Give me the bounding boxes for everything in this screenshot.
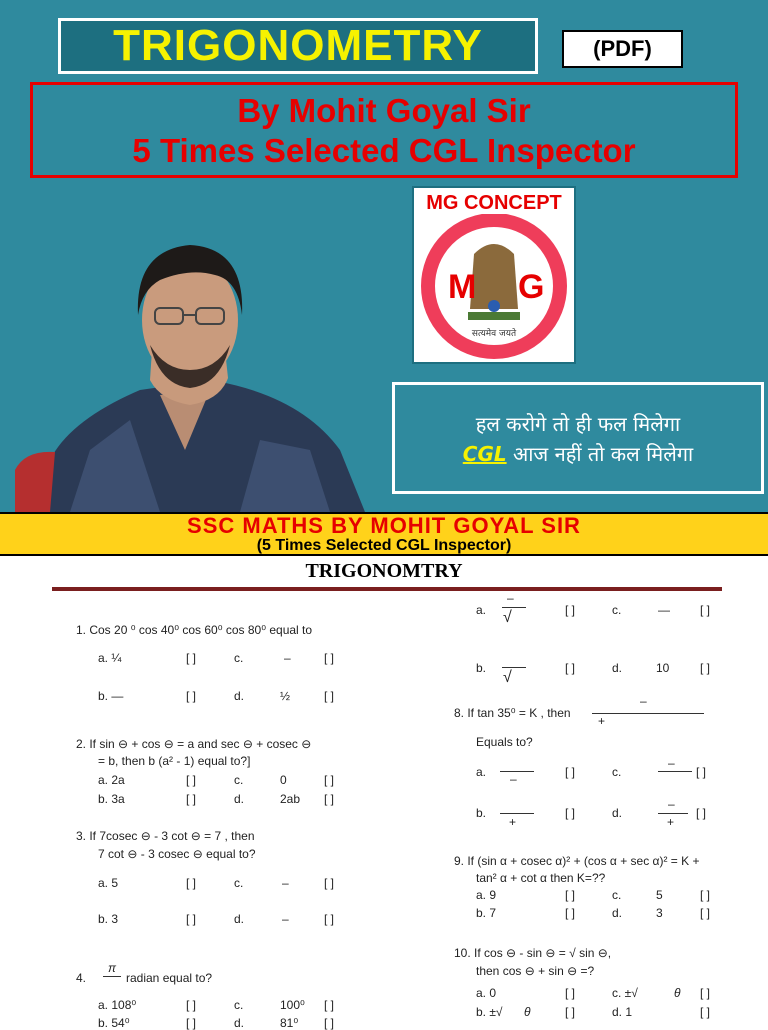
q9-bracket-b: [ ] (565, 906, 576, 920)
q3-bracket-a: [ ] (186, 876, 197, 890)
question-8-line-1: 8. If tan 35⁰ = K , then (454, 706, 571, 720)
q9-bracket-a: [ ] (565, 888, 576, 902)
q9-option-c-value: 5 (656, 888, 663, 902)
logo-title: MG CONCEPT (426, 192, 562, 214)
q8-option-b: b. (476, 806, 487, 820)
author-name: By Mohit Goyal Sir (237, 92, 531, 129)
q10-option-b: b. ±√ (476, 1005, 503, 1019)
q3-bracket-d: [ ] (324, 912, 335, 926)
q4-option-a: a. 108⁰ (98, 998, 137, 1012)
logo-emblem (414, 214, 574, 364)
q8-a-minus: – (510, 772, 517, 786)
q4-bracket-d: [ ] (324, 1016, 335, 1030)
question-4-number: 4. (76, 971, 87, 985)
q4-pi: π (108, 961, 117, 975)
q2-option-c: c. (234, 773, 244, 787)
q4-option-c-value: 100⁰ (280, 998, 305, 1012)
q3-option-d-value: – (282, 912, 289, 926)
q8-b-fraction-bar (500, 813, 534, 814)
q7-bracket-b: [ ] (565, 661, 576, 675)
q1-bracket-a: [ ] (186, 651, 197, 665)
q8-d-minus: – (668, 797, 675, 811)
q2-option-a: a. 2a (98, 773, 125, 787)
q4-fraction-bar (103, 976, 121, 977)
q8-d-fraction-bar (658, 813, 688, 814)
q10-option-d: d. 1 (612, 1005, 633, 1019)
question-1: 1. Cos 20 ⁰ cos 40⁰ cos 60⁰ cos 80⁰ equal to (76, 623, 313, 637)
q3-option-b: b. 3 (98, 912, 119, 926)
q7-b-fraction-bar (502, 667, 526, 668)
q10-c-theta: θ (674, 986, 681, 1000)
logo-letter-g: G (518, 268, 545, 306)
title-box (58, 18, 538, 74)
q10-bracket-b: [ ] (565, 1005, 576, 1019)
q2-option-c-value: 0 (280, 773, 287, 787)
q8-option-c: c. (612, 765, 622, 779)
q7-a-fraction-bar (502, 607, 526, 608)
author-credential: 5 Times Selected CGL Inspector (132, 132, 636, 169)
q9-option-d-value: 3 (656, 906, 663, 920)
q8-b-plus: + (509, 815, 517, 829)
q8-bracket-d: [ ] (696, 806, 707, 820)
q2-option-d: d. (234, 792, 245, 806)
q9-bracket-c: [ ] (700, 888, 711, 902)
q3-option-a: a. 5 (98, 876, 119, 890)
question-8-line-2: Equals to? (476, 735, 533, 749)
q7-option-c: c. (612, 603, 622, 617)
mg-concept-logo (412, 186, 576, 364)
quote-line-1: हल करोगे तो ही फल मिलेगा (475, 412, 681, 436)
q2-option-d-value: 2ab (280, 792, 301, 806)
quote-line-2 (395, 439, 761, 469)
q1-option-a: a. ¼ (98, 651, 122, 665)
question-9-line-1: 9. If (sin α + cosec α)² + (cos α + sec α)² = K + (454, 854, 700, 868)
q8-option-a: a. (476, 765, 487, 779)
q3-bracket-b: [ ] (186, 912, 197, 926)
q10-option-c: c. ±√ (612, 986, 638, 1000)
q1-option-c: c. (234, 651, 244, 665)
question-9-line-2: tan² α + cot α then K=?? (476, 871, 606, 885)
q4-option-d-value: 81⁰ (280, 1016, 299, 1030)
q1-bracket-c: [ ] (324, 651, 335, 665)
document-title: TRIGONOMTRY (305, 560, 463, 582)
q8-bracket-b: [ ] (565, 806, 576, 820)
q7-a-minus: – (507, 591, 514, 605)
pdf-tag-label: (PDF) (593, 36, 652, 61)
q8-c-minus: – (668, 756, 675, 770)
q9-option-a: a. 9 (476, 888, 497, 902)
q7-a-sqrt: √ (503, 609, 512, 626)
channel-credential: (5 Times Selected CGL Inspector) (256, 537, 512, 554)
q8-minus: – (640, 694, 647, 708)
q3-option-c: c. (234, 876, 244, 890)
q7-option-d: d. (612, 661, 623, 675)
q9-option-d: d. (612, 906, 623, 920)
q4-bracket-a: [ ] (186, 998, 197, 1012)
q1-option-d-value: ½ (280, 689, 291, 703)
question-3-line-1: 3. If 7cosec ⊖ - 3 cot ⊖ = 7 , then (76, 829, 255, 843)
q3-option-d: d. (234, 912, 245, 926)
pdf-tag (562, 30, 683, 68)
channel-name: SSC MATHS BY MOHIT GOYAL SIR (187, 513, 581, 538)
question-4-text: radian equal to? (126, 971, 213, 985)
q4-option-c: c. (234, 998, 244, 1012)
q7-option-c-value: — (658, 603, 670, 617)
quote-cgl: CGL (462, 442, 507, 466)
title-rule (52, 587, 722, 591)
q9-bracket-d: [ ] (700, 906, 711, 920)
q2-bracket-a: [ ] (186, 773, 197, 787)
channel-stripe (0, 512, 768, 556)
q7-b-sqrt: √ (503, 669, 512, 686)
q9-option-b: b. 7 (476, 906, 497, 920)
question-2-line-1: 2. If sin ⊖ + cos ⊖ = a and sec ⊖ + cosec ⊖ (76, 737, 312, 751)
cover-banner (0, 0, 768, 512)
q7-bracket-d: [ ] (700, 661, 711, 675)
question-3-line-2: 7 cot ⊖ - 3 cosec ⊖ equal to? (98, 847, 256, 861)
q2-option-b: b. 3a (98, 792, 125, 806)
q10-b-theta: θ (524, 1005, 531, 1019)
q10-bracket-a: [ ] (565, 986, 576, 1000)
author-box (30, 82, 738, 178)
q7-bracket-a: [ ] (565, 603, 576, 617)
q1-option-d: d. (234, 689, 245, 703)
q10-option-a: a. 0 (476, 986, 497, 1000)
q10-bracket-d: [ ] (700, 1005, 711, 1019)
q3-option-c-value: – (282, 876, 289, 890)
q9-option-c: c. (612, 888, 622, 902)
q10-bracket-c: [ ] (700, 986, 711, 1000)
motivation-quote (392, 382, 764, 494)
quote-line-2-text: आज नहीं तो कल मिलेगा (506, 442, 694, 466)
author-photo (10, 220, 380, 512)
q7-bracket-c: [ ] (700, 603, 711, 617)
q8-bracket-c: [ ] (696, 765, 707, 779)
q1-bracket-d: [ ] (324, 689, 335, 703)
q8-d-plus: + (667, 815, 675, 829)
q8-fraction-bar (592, 713, 704, 714)
q1-bracket-b: [ ] (186, 689, 197, 703)
q8-option-d: d. (612, 806, 623, 820)
q8-plus: + (598, 714, 606, 728)
question-2-line-2: = b, then b (a² - 1) equal to?] (98, 754, 251, 768)
q1-option-c-value: – (284, 651, 291, 665)
q8-a-fraction-bar (500, 771, 534, 772)
question-10-line-2: then cos ⊖ + sin ⊖ =? (476, 964, 595, 978)
cover-title: TRIGONOMETRY (113, 21, 483, 70)
q3-bracket-c: [ ] (324, 876, 335, 890)
q8-bracket-a: [ ] (565, 765, 576, 779)
q4-bracket-c: [ ] (324, 998, 335, 1012)
q4-bracket-b: [ ] (186, 1016, 197, 1030)
q4-option-d: d. (234, 1016, 245, 1030)
q8-c-fraction-bar (658, 771, 692, 772)
q1-option-b: b. — (98, 689, 124, 703)
q2-bracket-d: [ ] (324, 792, 335, 806)
q2-bracket-c: [ ] (324, 773, 335, 787)
q2-bracket-b: [ ] (186, 792, 197, 806)
logo-motto: सत्यमेव जयते (471, 329, 517, 339)
q7-option-d-value: 10 (656, 661, 670, 675)
q7-option-b: b. (476, 661, 487, 675)
logo-letter-m: M (448, 268, 477, 306)
q4-option-b: b. 54⁰ (98, 1016, 130, 1030)
q7-option-a: a. (476, 603, 487, 617)
question-10-line-1: 10. If cos ⊖ - sin ⊖ = √ sin ⊖, (454, 946, 612, 960)
